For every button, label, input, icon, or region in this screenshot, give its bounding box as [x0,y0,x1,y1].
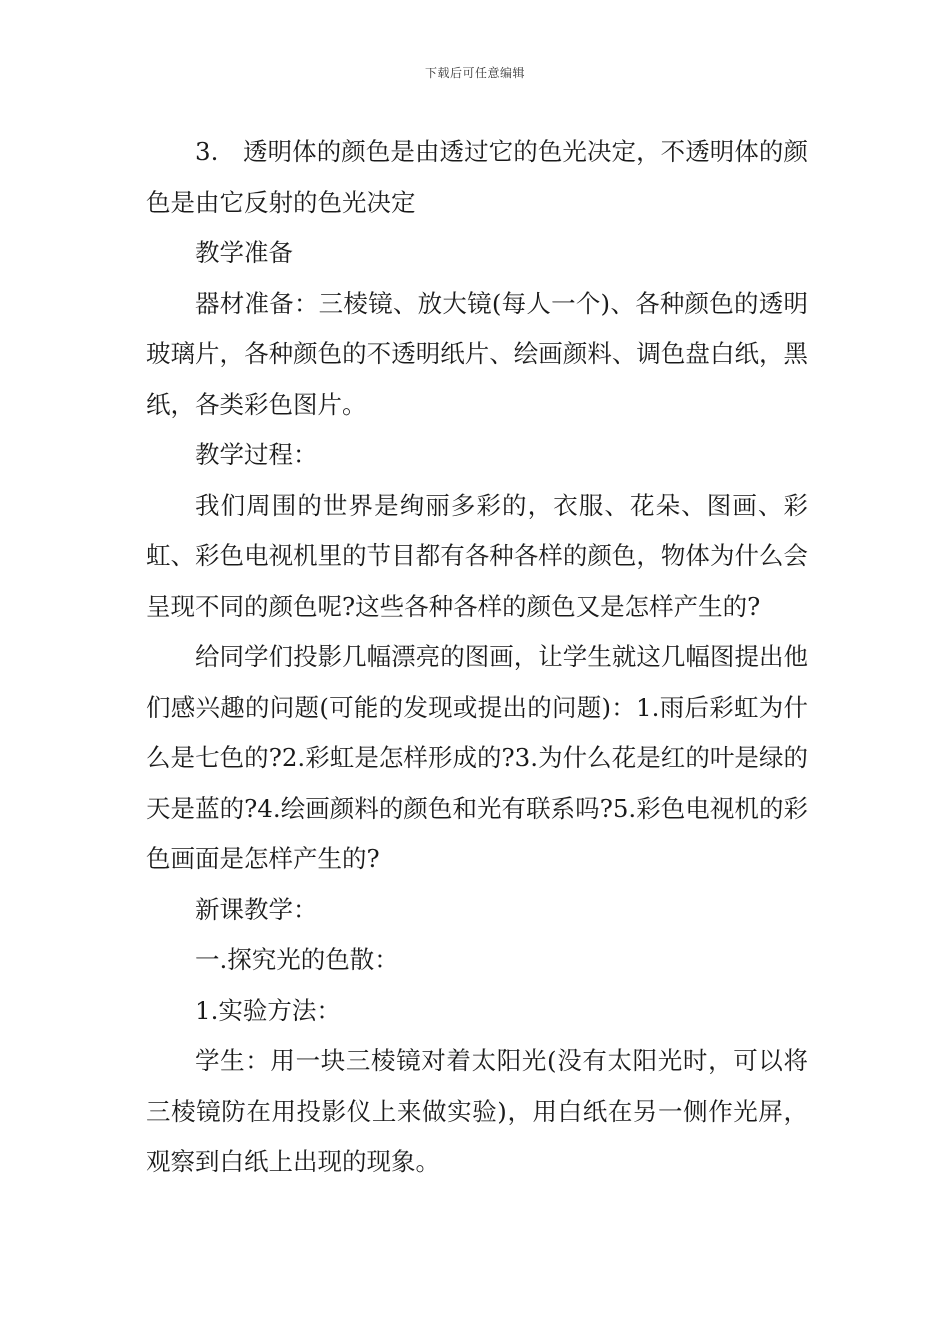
paragraph-colorful-world: 我们周围的世界是绚丽多彩的，衣服、花朵、图画、彩虹、彩色电视机里的节目都有各种各样的颜色，物体为什么会呈现不同的颜色呢?这些各种各样的颜色又是怎样产生的? [146,490,808,621]
heading-new-lesson: 新课教学： [195,894,318,924]
paragraph-questions: 给同学们投影几幅漂亮的图画，让学生就这几幅图提出他们感兴趣的问题(可能的发现或提出的问题)：1.雨后彩虹为什么是七色的?2.彩虹是怎样形成的?3.为什么花是红的叶是绿的天是蓝的?4.绘画颜料的颜色和光有联系吗?5.彩色电视机的彩色画面是怎样产生的? [146,642,808,873]
document-body [146,127,808,1188]
heading-teaching-preparation: 教学准备 [195,238,293,267]
paragraph-transparent-color: 3. 透明体的颜色是由透过它的色光决定，不透明体的颜色是由它反射的色光决定 [146,137,808,217]
paragraph-student-experiment: 学生：用一块三棱镜对着太阳光(没有太阳光时，可以将三棱镜防在用投影仪上来做实验)，用白纸在另一侧作光屏，观察到白纸上出现的现象。 [146,1046,808,1176]
page-header: 下载后可任意编辑 [424,66,525,80]
paragraph-equipment: 器材准备：三棱镜、放大镜(每人一个)、各种颜色的透明玻璃片，各种颜色的不透明纸片、绘画颜料、调色盘白纸，黑纸，各类彩色图片。 [146,288,808,419]
heading-teaching-process: 教学过程： [195,440,318,469]
heading-dispersion: 一.探究光的色散： [195,945,399,974]
heading-experiment-method: 1.实验方法： [195,995,341,1025]
